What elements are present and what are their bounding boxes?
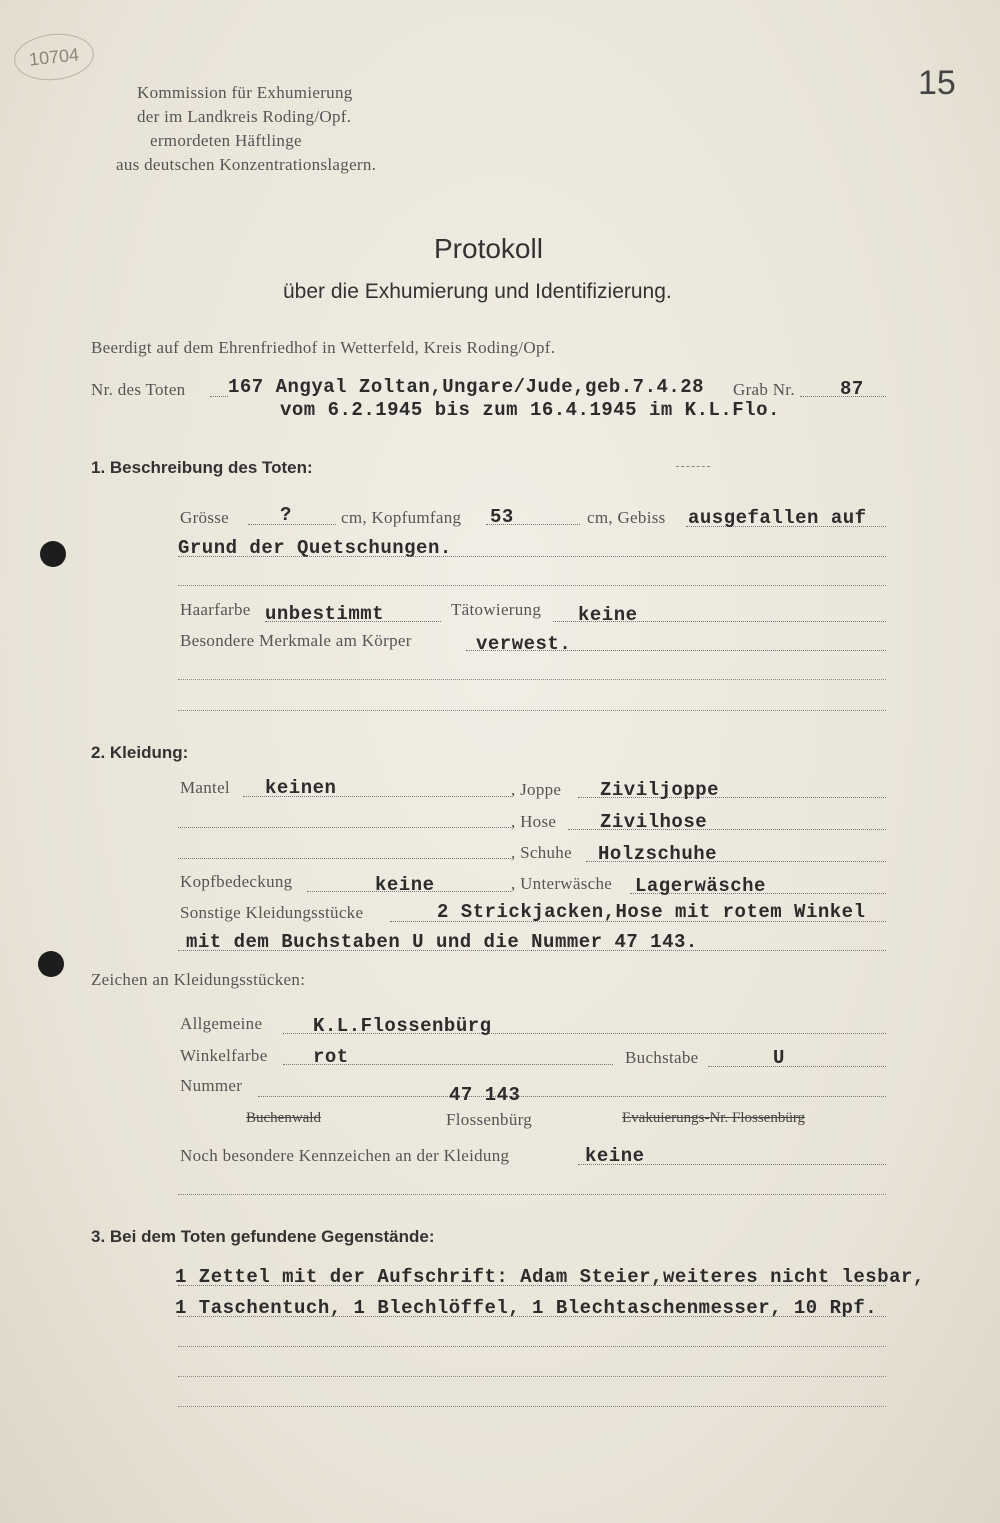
kopfbedeckung-label: Kopfbedeckung — [180, 872, 293, 891]
commission-line-3: ermordeten Häftlinge — [150, 131, 302, 150]
nummer-label: Nummer — [180, 1076, 243, 1095]
schuhe-label: , Schuhe — [511, 843, 572, 862]
items-line-1: 1 Zettel mit der Aufschrift: Adam Steier,weiteres nicht lesbar, — [175, 1266, 925, 1288]
allgemeine-value: K.L.Flossenbürg — [313, 1015, 492, 1037]
winkelfarbe-value: rot — [313, 1046, 349, 1068]
joppe-value: Ziviljoppe — [600, 779, 720, 801]
noch-label: Noch besondere Kennzeichen an der Kleidung — [180, 1146, 510, 1165]
merkmale-value: verwest. — [476, 633, 572, 655]
hose-label: , Hose — [511, 812, 557, 831]
archive-stamp: 10704 — [12, 30, 96, 84]
punch-hole-top — [40, 541, 66, 567]
winkelfarbe-label: Winkelfarbe — [180, 1046, 268, 1065]
page-number: 15 — [918, 64, 956, 102]
allgemeine-label: Allgemeine — [180, 1014, 263, 1033]
taetowierung-label: Tätowierung — [451, 600, 542, 619]
unterwaesche-label: , Unterwäsche — [511, 874, 613, 893]
noch-value: keine — [585, 1145, 645, 1167]
burial-place: Beerdigt auf dem Ehrenfriedhof in Wetterfeld, Kreis Roding/Opf. — [91, 338, 556, 357]
nummer-value: 47 143 — [449, 1084, 521, 1106]
groesse-label: Grösse — [180, 508, 230, 527]
merkmale-label: Besondere Merkmale am Körper — [180, 631, 412, 650]
section-2-heading: 2. Kleidung: — [91, 743, 189, 762]
zeichen-heading: Zeichen an Kleidungsstücken: — [91, 970, 306, 989]
kopfbedeckung-value: keine — [375, 874, 435, 896]
groesse-value: ? — [280, 504, 292, 526]
hose-value: Zivilhose — [600, 811, 708, 833]
dead-number-label: Nr. des Toten — [91, 380, 186, 399]
col-evakuierung: Evakuierungs-Nr. Flossenbürg — [622, 1110, 806, 1126]
kopfumfang-value: 53 — [490, 506, 514, 528]
commission-line-2: der im Landkreis Roding/Opf. — [137, 107, 352, 126]
section-1-heading: 1. Beschreibung des Toten: — [91, 458, 313, 477]
mantel-label: Mantel — [180, 778, 230, 797]
gebiss-value-2: Grund der Quetschungen. — [178, 537, 452, 559]
commission-line-4: aus deutschen Konzentrationslagern. — [116, 155, 377, 174]
dead-number-value: 167 Angyal Zoltan,Ungare/Jude,geb.7.4.28 — [228, 376, 705, 398]
col-flossenbuerg: Flossenbürg — [446, 1110, 533, 1129]
page-subtitle: über die Exhumierung und Identifizierung. — [283, 280, 672, 303]
sonstige-value-2: mit dem Buchstaben U und die Nummer 47 143. — [186, 931, 698, 953]
buchstabe-value: U — [773, 1047, 785, 1069]
dead-dates: vom 6.2.1945 bis zum 16.4.1945 im K.L.Flo. — [280, 399, 780, 421]
grave-value: 87 — [840, 378, 864, 400]
sonstige-value: 2 Strickjacken,Hose mit rotem Winkel — [437, 901, 866, 923]
section-3-heading: 3. Bei dem Toten gefundene Gegenstände: — [91, 1227, 435, 1246]
punch-hole-bottom — [38, 951, 64, 977]
kopfumfang-label: cm, Kopfumfang — [341, 508, 462, 527]
joppe-label: , Joppe — [511, 780, 562, 799]
haarfarbe-label: Haarfarbe — [180, 600, 251, 619]
grave-label: Grab Nr. — [733, 380, 795, 399]
buchstabe-label: Buchstabe — [625, 1048, 699, 1067]
col-buchenwald: Buchenwald — [246, 1110, 321, 1126]
schuhe-value: Holzschuhe — [598, 843, 718, 865]
mantel-value: keinen — [265, 777, 337, 799]
items-line-2: 1 Taschentuch, 1 Blechlöffel, 1 Blechtaschenmesser, 10 Rpf. — [175, 1297, 878, 1319]
sonstige-label: Sonstige Kleidungsstücke — [180, 903, 364, 922]
haarfarbe-value: unbestimmt — [265, 603, 385, 625]
unterwaesche-value: Lagerwäsche — [635, 875, 766, 897]
page-title: Protokoll — [434, 233, 543, 264]
taetowierung-value: keine — [578, 604, 638, 626]
gebiss-value: ausgefallen auf — [688, 507, 867, 529]
commission-line-1: Kommission für Exhumierung — [137, 83, 353, 102]
gebiss-label: cm, Gebiss — [587, 508, 666, 527]
